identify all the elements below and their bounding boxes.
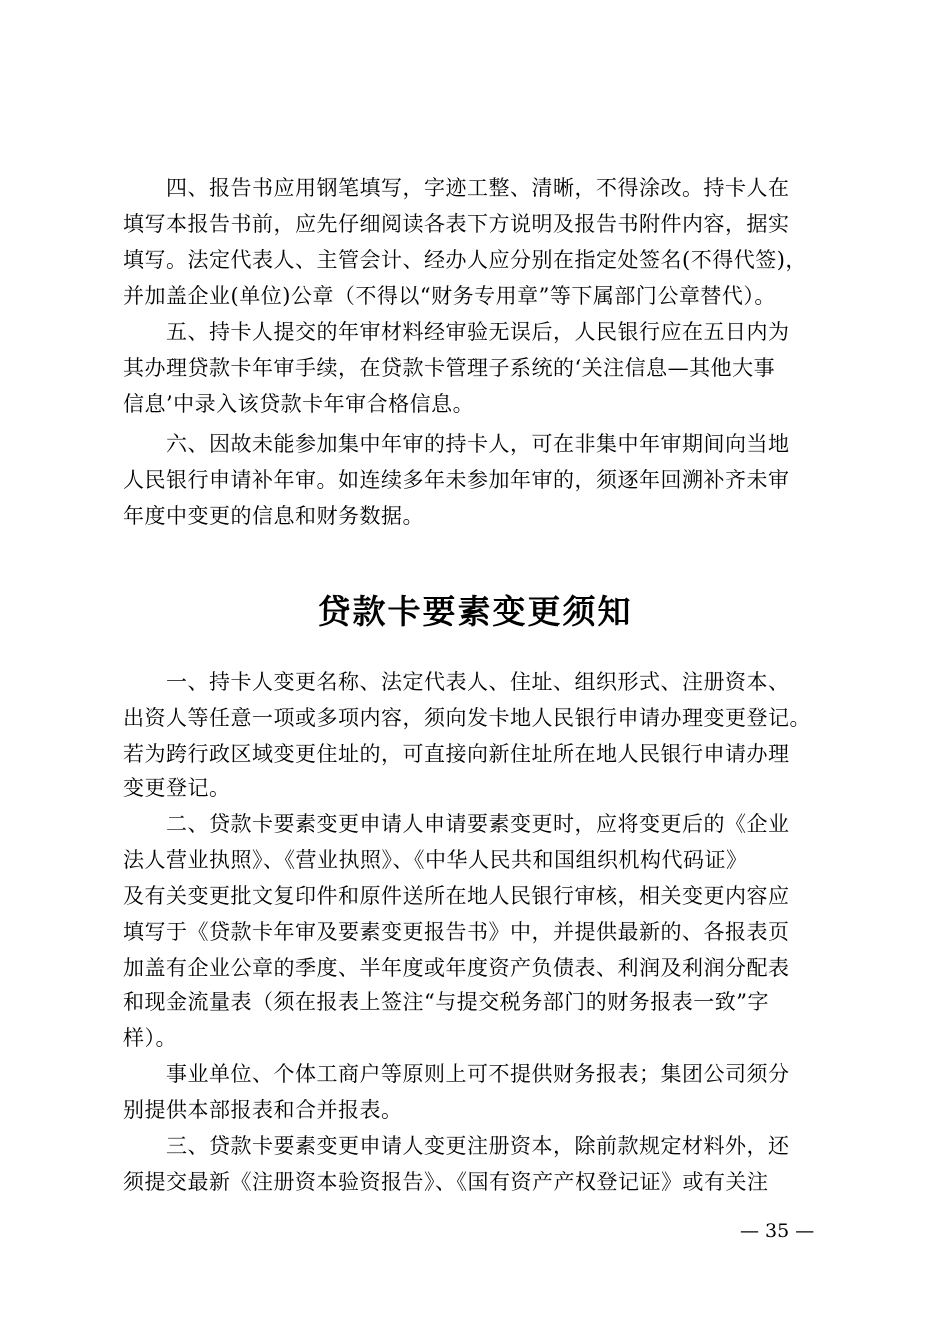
page-number: — 35 — xyxy=(740,1220,815,1242)
paragraph-line: 加盖有企业公章的季度、半年度或年度资产负债表、利润及利润分配表 xyxy=(123,956,790,980)
paragraph-line: 二、贷款卡要素变更申请人申请要素变更时，应将变更后的《企业 xyxy=(123,812,790,836)
paragraph-line: 若为跨行政区域变更住址的，可直接向新住址所在地人民银行申请办理 xyxy=(123,742,790,766)
paragraph-line: 信息’中录入该贷款卡年审合格信息。 xyxy=(123,392,475,416)
paragraph-line: 样）。 xyxy=(123,1026,177,1050)
paragraph-line: 填写于《贷款卡年审及要素变更报告书》中，并提供最新的、各报表页 xyxy=(123,920,790,944)
paragraph-line: 填写。法定代表人、主管会计、经办人应分别在指定处签名(不得代签)， xyxy=(123,248,807,272)
paragraph-line: 变更登记。 xyxy=(123,776,231,800)
paragraph-line: 年度中变更的信息和财务数据。 xyxy=(123,504,424,528)
paragraph-line: 须提交最新《注册资本验资报告》、《国有资产产权登记证》或有关注 xyxy=(123,1170,769,1194)
section-title: 贷款卡要素变更须知 xyxy=(317,592,633,631)
paragraph-line: 一、持卡人变更名称、法定代表人、住址、组织形式、注册资本、 xyxy=(123,670,790,694)
paragraph-line: 和现金流量表（须在报表上签注“与提交税务部门的财务报表一致”字 xyxy=(123,990,769,1014)
paragraph-line: 五、持卡人提交的年审材料经审验无误后，人民银行应在五日内为 xyxy=(123,320,790,344)
paragraph-line: 法人营业执照》、《营业执照》、《中华人民共和国组织机构代码证》 xyxy=(123,848,748,872)
paragraph-line: 出资人等任意一项或多项内容，须向发卡地人民银行申请办理变更登记。 xyxy=(123,706,811,730)
paragraph-line: 六、因故未能参加集中年审的持卡人，可在非集中年审期间向当地 xyxy=(123,432,790,456)
paragraph-line: 四、报告书应用钢笔填写，字迹工整、清晰，不得涂改。持卡人在 xyxy=(123,176,790,200)
paragraph-line: 别提供本部报表和合并报表。 xyxy=(123,1098,403,1122)
paragraph-line: 填写本报告书前，应先仔细阅读各表下方说明及报告书附件内容，据实 xyxy=(123,212,790,236)
paragraph-line: 事业单位、个体工商户等原则上可不提供财务报表；集团公司须分 xyxy=(123,1062,790,1086)
paragraph-line: 并加盖企业(单位)公章（不得以“财务专用章”等下属部门公章替代）。 xyxy=(123,284,776,308)
paragraph-line: 其办理贷款卡年审手续，在贷款卡管理子系统的‘关注信息—其他大事 xyxy=(123,356,776,380)
paragraph-line: 及有关变更批文复印件和原件送所在地人民银行审核，相关变更内容应 xyxy=(123,884,790,908)
paragraph-line: 人民银行申请补年审。如连续多年未参加年审的，须逐年回溯补齐未审 xyxy=(123,468,790,492)
paragraph-line: 三、贷款卡要素变更申请人变更注册资本，除前款规定材料外，还 xyxy=(123,1134,790,1158)
